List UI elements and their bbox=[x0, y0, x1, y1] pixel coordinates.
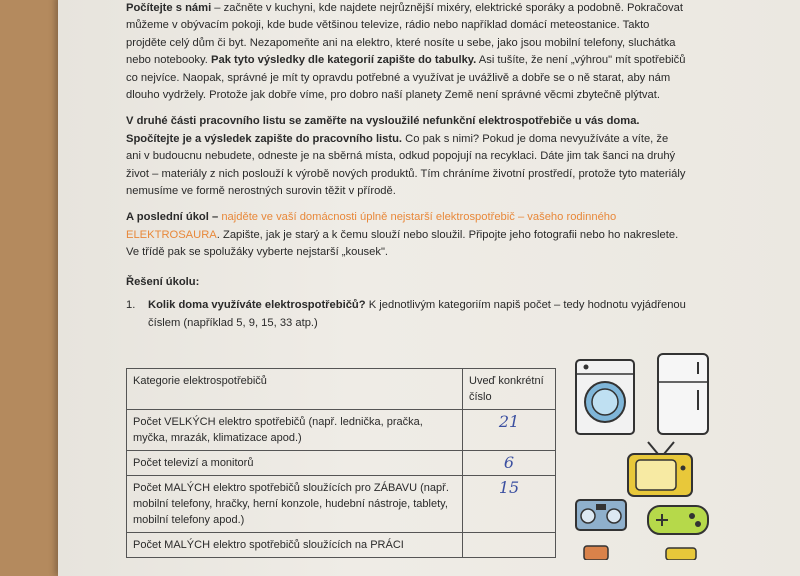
row-category: Počet VELKÝCH elektro spotřebičů (např. lednička, pračka, myčka, mrazák, klimatizace apod.) bbox=[127, 410, 463, 451]
row-value[interactable]: 6 bbox=[463, 451, 556, 476]
row-value[interactable]: 15 bbox=[463, 476, 556, 533]
text-bold: V druhé části pracovního listu se zaměřte na vysloužilé nefunkční elektrospotřebiče u vás doma. Spočítejte je a výsledek zapište do pracovního listu. bbox=[126, 115, 640, 145]
table-row bbox=[127, 533, 556, 558]
question-number: 1. bbox=[126, 299, 136, 312]
text: – začněte v kuchyni, kde najdete nejrůznější mixéry, elektrické sporáky a podobně. Pokračovat můžeme v obývacím pokoji, kde bude většinou televize, rádio nebo například domácí meteostanice. Takto projděte celý dům či byt. Nezapomeňte ani na elektro, které nosíte u sebe, jako jsou mobilní telefony, sluchátka nebo notebooky. bbox=[126, 2, 683, 67]
question-text bbox=[148, 297, 686, 332]
worksheet-text bbox=[126, 0, 686, 344]
text-bold: Pak tyto výsledky dle kategorií zapište do tabulky. bbox=[211, 54, 477, 67]
fridge-icon bbox=[658, 354, 708, 434]
text-bold: Počítejte s námi bbox=[126, 2, 212, 14]
question-1 bbox=[126, 297, 686, 332]
paragraph-last-task bbox=[126, 209, 686, 261]
row-value[interactable]: 21 bbox=[463, 410, 556, 451]
row-value[interactable] bbox=[463, 533, 556, 558]
text-highlight: najděte ve vaší domácnosti úplně nejstarší elektrospotřebič – vašeho rodinného ELEKTROSAURA bbox=[126, 211, 617, 241]
text: Co pak s nimi? Pokud je doma nevyužíváte a víte, že ani v budoucnu nebudete, odneste je na sběrná místa, odkud popojují na recyklaci. Dáte jim tak šanci na druhý život – materiály z nich poslouží k výrobě nových produktů. Tím chráníme životní prostředí, protože tyto materiály nemusíme ve formě nerostných surovin těžit v přírodě. bbox=[126, 132, 686, 198]
header-value: Uveď konkrétní číslo bbox=[463, 369, 556, 410]
table-row bbox=[127, 410, 556, 451]
row-category: Počet televizí a monitorů bbox=[127, 451, 463, 476]
table-header bbox=[127, 369, 556, 410]
row-category: Počet MALÝCH elektro spotřebičů sloužících pro ZÁBAVU (např. mobilní telefony, hračky, herní konzole, hudební nástroje, tablety, mobilní telefony apod.) bbox=[127, 476, 463, 533]
paragraph-count bbox=[126, 0, 686, 104]
appliance-illustrations bbox=[570, 350, 730, 560]
text-bold: Kolik doma využíváte elektrospotřebičů? bbox=[148, 299, 366, 312]
category-table bbox=[126, 368, 556, 558]
row-category: Počet MALÝCH elektro spotřebičů sloužících na PRÁCI bbox=[127, 533, 463, 558]
table-row bbox=[127, 451, 556, 476]
table-row bbox=[127, 476, 556, 533]
solution-title: Řešení úkolu: bbox=[126, 275, 200, 288]
text: Asi tušíte, že není „výhrou" mít spotřebičů co nejvíce. Naopak, správné je mít ty opravdu potřebné a využívat je uvážlivě a dobře se o ně starat, aby nám dlouho vydržely. Protože jak dobře víme, pro dobro naší planety Země není správné věcmi zbytečně plýtvat. bbox=[126, 54, 686, 102]
text: . Zapište, jak je starý a k čemu slouží nebo sloužil. Připojte jeho fotografii nebo ho nakreslete. Ve třídě pak se spolužáky vyberte nejstarší „kousek". bbox=[126, 228, 679, 259]
header-category: Kategorie elektrospotřebičů bbox=[127, 369, 463, 410]
washing-machine-icon bbox=[576, 360, 634, 434]
appliance-partial-icon bbox=[584, 546, 696, 560]
text: K jednotlivým kategoriím napiš počet – tedy hodnotu vyjádřenou číslem (například 5, 9, 15, 33 atp.) bbox=[148, 299, 686, 329]
tv-icon bbox=[628, 442, 692, 496]
text-bold: A poslední úkol – bbox=[126, 211, 219, 224]
paragraph-old-appliances bbox=[126, 113, 686, 200]
gamepad-icon bbox=[648, 506, 708, 534]
radio-icon bbox=[576, 500, 626, 530]
